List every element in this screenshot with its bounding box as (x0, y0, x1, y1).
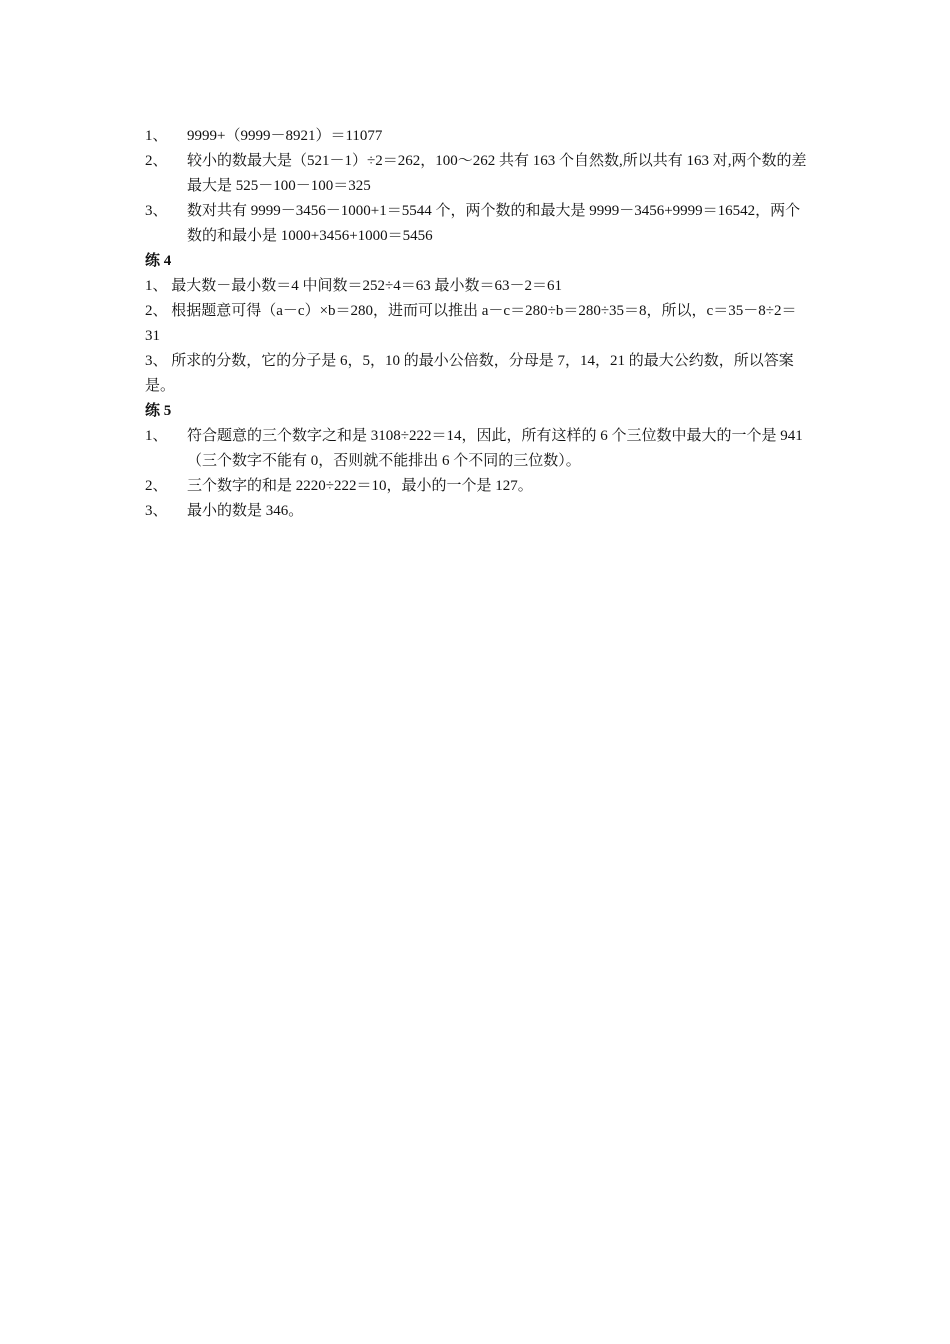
item-number: 3、 (145, 203, 168, 219)
item-text: 三个数字的和是 2220÷222＝10，最小的一个是 127。 (187, 478, 533, 494)
answer-paragraph: 1、 最大数－最小数＝4 中间数＝252÷4＝63 最小数＝63－2＝61 (145, 278, 562, 294)
answer-item (145, 149, 810, 199)
item-number: 1、 (145, 428, 168, 444)
item-number: 3、 (145, 503, 168, 519)
item-text: 最小的数是 346。 (187, 503, 304, 519)
item-text: 较小的数最大是（521－1）÷2＝262，100～262 共有 163 个自然数,所以共有 163 对,两个数的差最大是 525－100－100＝325 (187, 153, 807, 194)
item-number: 2、 (145, 478, 168, 494)
answer-item (145, 474, 810, 499)
answer-item (145, 199, 810, 249)
answer-paragraph: 2、 根据题意可得（a－c）×b＝280，进而可以推出 a－c＝280÷b＝280÷35＝8，所以，c＝35－8÷2＝31 (145, 303, 797, 344)
answer-item (145, 424, 810, 474)
item-text: 9999+（9999－8921）＝11077 (187, 128, 383, 144)
document-body (145, 124, 810, 524)
item-text: 数对共有 9999－3456－1000+1＝5544 个，两个数的和最大是 9999－3456+9999＝16542，两个数的和最小是 1000+3456+1000＝5456 (187, 203, 801, 244)
section-heading-5: 练 5 (145, 403, 172, 419)
item-number: 1、 (145, 128, 168, 144)
item-text: 符合题意的三个数字之和是 3108÷222＝14，因此，所有这样的 6 个三位数中最大的一个是 941（三个数字不能有 0，否则就不能排出 6 个不同的三位数）。 (187, 428, 803, 469)
answer-paragraph: 3、 所求的分数，它的分子是 6，5，10 的最小公倍数，分母是 7，14，21 的最大公约数，所以答案是。 (145, 353, 794, 394)
section-heading-4: 练 4 (145, 253, 172, 269)
item-number: 2、 (145, 153, 168, 169)
answer-item (145, 124, 810, 149)
answer-item (145, 499, 810, 524)
